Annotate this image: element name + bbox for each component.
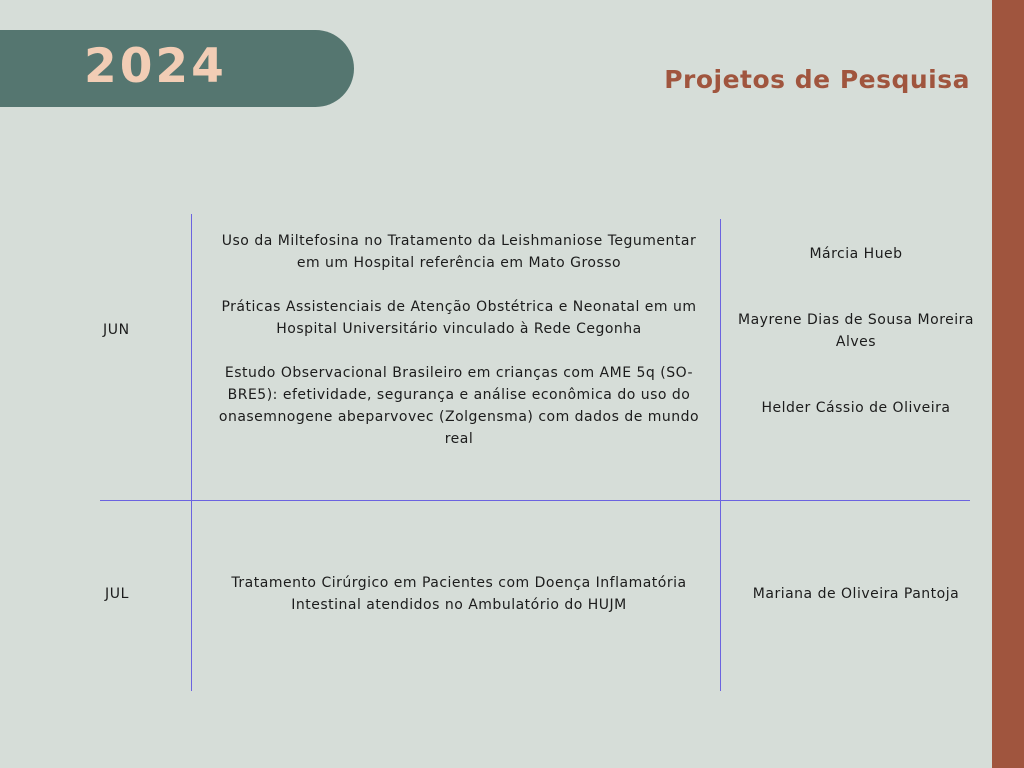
column-divider-left <box>191 214 192 691</box>
page-title: Projetos de Pesquisa <box>664 65 970 94</box>
year-label: 2024 <box>84 39 227 94</box>
row-divider <box>100 500 970 501</box>
column-divider-right <box>720 219 721 691</box>
researcher-name: Mayrene Dias de Sousa Moreira Alves <box>738 312 974 350</box>
project-title: Uso da Miltefosina no Tratamento da Leishmaniose Tegumentar em um Hospital referência em Mato Grosso <box>221 233 697 271</box>
project-title: Tratamento Cirúrgico em Pacientes com Doença Inflamatória Intestinal atendidos no Ambulatório do HUJM <box>231 575 687 613</box>
project-title: Estudo Observacional Brasileiro em crianças com AME 5q (SO-BRE5): efetividade, segurança e análise econômica do uso do onasemnogene abeparvovec (Zolgensma) com dados de mundo real <box>218 365 700 447</box>
side-accent-bar <box>992 0 1024 768</box>
project-title: Práticas Assistenciais de Atenção Obstétrica e Neonatal em um Hospital Universitário vinculado à Rede Cegonha <box>221 299 697 337</box>
researcher-name: Márcia Hueb <box>809 246 903 262</box>
researcher-name: Mariana de Oliveira Pantoja <box>752 586 960 602</box>
month-label-jun: JUN <box>103 322 130 338</box>
year-banner <box>0 30 354 107</box>
researcher-name: Helder Cássio de Oliveira <box>761 400 951 416</box>
month-label-jul: JUL <box>105 586 129 602</box>
